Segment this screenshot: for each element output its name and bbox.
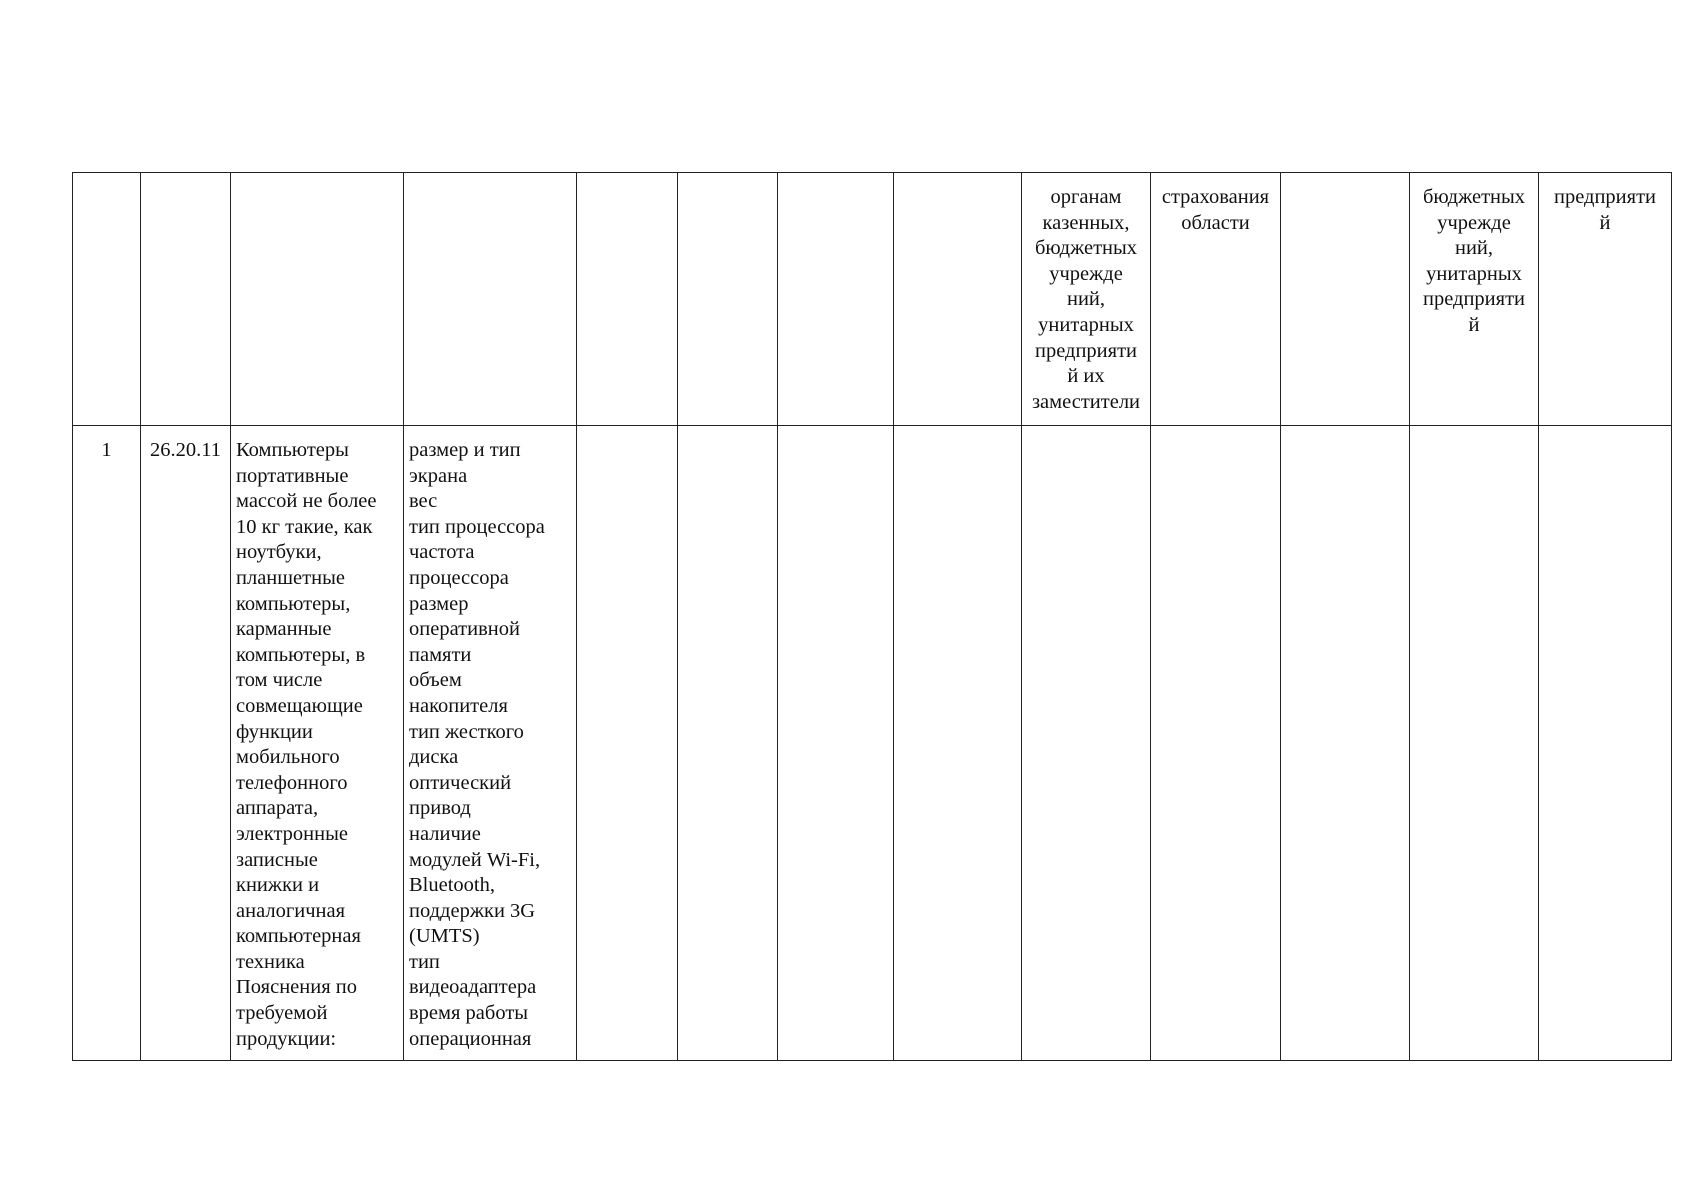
header-cell-6 <box>678 173 778 426</box>
header-cell-2 <box>141 173 231 426</box>
data-cell-10 <box>1151 426 1281 1061</box>
data-cell-13 <box>1539 426 1672 1061</box>
data-cell-11 <box>1281 426 1410 1061</box>
data-cell-6 <box>678 426 778 1061</box>
table-row <box>73 426 1672 1061</box>
data-cell-12 <box>1410 426 1539 1061</box>
data-cell-7 <box>778 426 894 1061</box>
data-cell-8 <box>894 426 1022 1061</box>
okpd2-code-cell: 26.20.11 <box>141 426 231 1061</box>
header-cell-11 <box>1281 173 1410 426</box>
header-cell-agencies-deputies: органам казенных, бюджетных учрежде ний, унитарных предприяти й их заместители <box>1022 173 1151 426</box>
characteristics-cell: размер и тип экрана вес тип процессора частота процессора размер оперативной памяти объем накопителя тип жесткого диска оптический привод наличие модулей Wi-Fi, Bluetooth, поддержки 3G (UMTS) тип видеоадаптера время работы операционная <box>404 426 577 1061</box>
header-cell-3 <box>231 173 404 426</box>
data-cell-9 <box>1022 426 1151 1061</box>
header-cell-budget-institutions: бюджетных учрежде ний, унитарных предприяти й <box>1410 173 1539 426</box>
data-cell-5 <box>577 426 678 1061</box>
header-cell-enterprises: предприяти й <box>1539 173 1672 426</box>
specification-table <box>72 172 1672 1061</box>
header-cell-7 <box>778 173 894 426</box>
header-cell-insurance: страхования области <box>1151 173 1281 426</box>
header-continuation-row <box>73 173 1672 426</box>
header-cell-5 <box>577 173 678 426</box>
header-cell-1 <box>73 173 141 426</box>
header-cell-4 <box>404 173 577 426</box>
row-number-cell: 1 <box>73 426 141 1061</box>
header-cell-8 <box>894 173 1022 426</box>
product-name-cell: Компьютеры портативные массой не более 10 кг такие, как ноутбуки, планшетные компьютеры, карманные компьютеры, в том числе совмещающие функции мобильного телефонного аппарата, электронные записные книжки и аналогичная компьютерная техника Пояснения по требуемой продукции: <box>231 426 404 1061</box>
